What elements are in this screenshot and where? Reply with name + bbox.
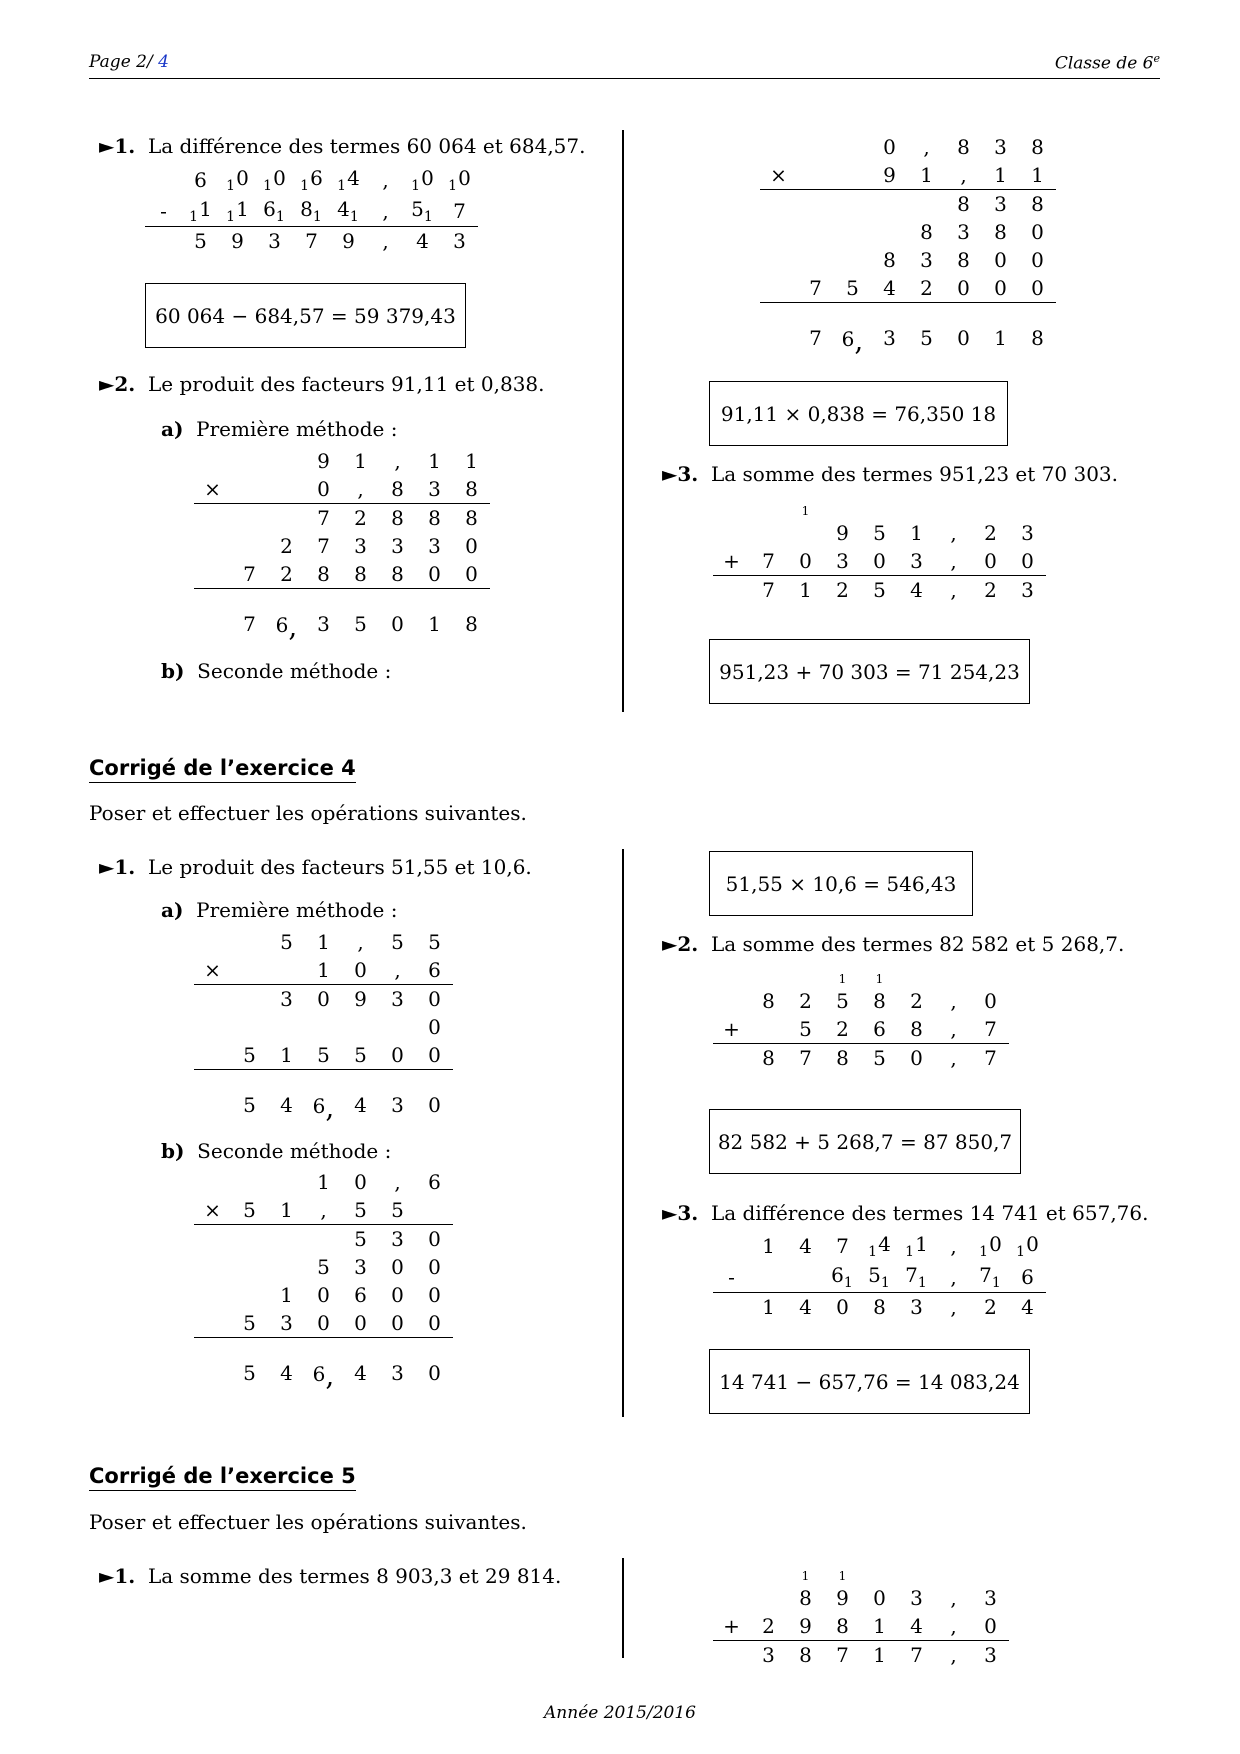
ex3-q2: ►2. Le produit des facteurs 91,11 et 0,838.: [99, 372, 545, 396]
ex4-q1-result-box: 51,55 × 10,6 = 546,43: [709, 851, 973, 916]
ex5-q1-addition: 1 1 8 9 0 3 , 3 + 2 9 8 1 4 , 0 3 8 7 1 7 , 3: [713, 1568, 1009, 1669]
column-divider: [622, 1558, 624, 1658]
exercise-4-title: Corrigé de l’exercice 4: [89, 756, 356, 783]
ex3-q3-addition: 1 9 5 1 , 2 3 + 7 0 3 0 3 , 0 0 7 1 2 5 4 , 2 3: [713, 503, 1046, 604]
ex5-q1: ►1. La somme des termes 8 903,3 et 29 814.: [99, 1564, 562, 1588]
ex3-q2-result-box: 91,11 × 0,838 = 76,350 18: [709, 381, 1008, 446]
ex3-q2-b: b) Seconde méthode :: [161, 659, 392, 683]
exercise-5-intro: Poser et effectuer les opérations suivantes.: [89, 1510, 527, 1534]
exercise-4-intro: Poser et effectuer les opérations suivantes.: [89, 801, 527, 825]
ex3-q1-result-box: 60 064 − 684,57 = 59 379,43: [145, 283, 466, 348]
ex4-q1-b: b) Seconde méthode :: [161, 1139, 392, 1163]
ex3-q2-a-multiplication: 9 1 , 1 1 × 0 , 8 3 8 7 2 8 8 8 2 7 3 3 3 0 7 2 8 8 8 0 0 7 6, 3 5 0 1 8: [194, 447, 490, 639]
column-divider: [622, 130, 624, 712]
ex3-q1-subtraction: 6 $_1$0 $_1$0 $_1$6 $_1$4 , $_1$0 $_1$0 - $_1$1 $_1$1 $6_1$ $8_1$ $4_1$ , $5_1$ 7 5 9 3 7 9 , 4 3: [145, 164, 478, 255]
ex4-q1: ►1. Le produit des facteurs 51,55 et 10,6.: [99, 855, 532, 879]
ex4-q3-result-box: 14 741 − 657,76 = 14 083,24: [709, 1349, 1030, 1414]
ex4-q2-result-box: 82 582 + 5 268,7 = 87 850,7: [709, 1109, 1021, 1174]
page-total-link[interactable]: 4: [158, 52, 169, 72]
ex4-q3-subtraction: 1 4 7 $_1$4 $_1$1 , $_1$0 $_1$0 - $6_1$ $5_1$ $7_1$ , $7_1$ 6 1 4 0 8 3 , 2 4: [713, 1230, 1046, 1321]
ex3-q3-result-box: 951,23 + 70 303 = 71 254,23: [709, 639, 1030, 704]
ex4-q1-a: a) Première méthode :: [161, 898, 398, 922]
ex3-q3: ►3. La somme des termes 951,23 et 70 303.: [662, 462, 1118, 486]
ex4-q1-b-multiplication: 1 0 , 6 × 5 1 , 5 5 5 3 0 5 3 0 0 1 0 6 0 0 5 3 0 0 0 0 5 4 6, 4 3 0: [194, 1168, 453, 1388]
page-header: [89, 50, 1160, 79]
ex3-q2-b-multiplication: 0 , 8 3 8 × 9 1 , 1 1 8 3 8 8 3 8 0 8 3 8 0 0 7 5 4 2 0 0 0 7 6, 3 5 0 1 8: [760, 133, 1056, 353]
class-label: Classe de 6e: [1054, 52, 1160, 74]
ex4-q2-addition: 1 1 8 2 5 8 2 , 0 + 5 2 6 8 , 7 8 7 8 5 0 , 7: [713, 971, 1009, 1072]
exercise-5-title: Corrigé de l’exercice 5: [89, 1464, 356, 1491]
ex4-q1-a-multiplication: 5 1 , 5 5 × 1 0 , 6 3 0 9 3 0 0 5 1 5 5 0 0 5 4 6, 4 3 0: [194, 928, 453, 1120]
ex3-q1: ►1. La différence des termes 60 064 et 684,57.: [99, 134, 586, 158]
page-footer: Année 2015/2016: [544, 1703, 696, 1723]
ex3-q2-a: a) Première méthode :: [161, 417, 398, 441]
ex4-q3: ►3. La différence des termes 14 741 et 657,76.: [662, 1201, 1149, 1225]
column-divider: [622, 849, 624, 1417]
page-number: Page 2/ 4: [89, 52, 169, 72]
ex4-q2: ►2. La somme des termes 82 582 et 5 268,7.: [662, 932, 1125, 956]
